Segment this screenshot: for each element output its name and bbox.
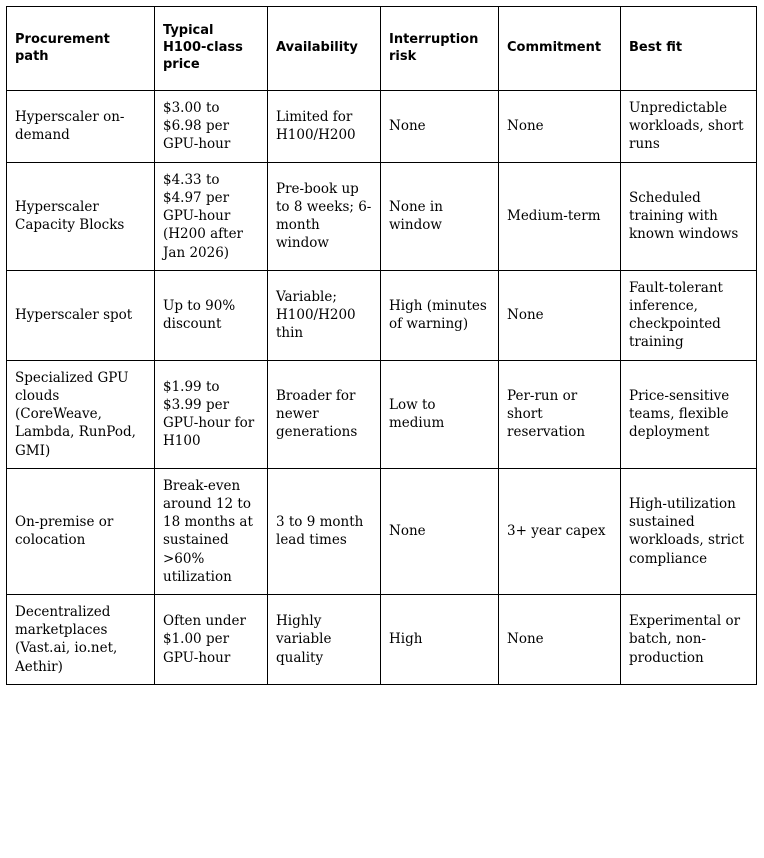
table-row xyxy=(7,595,757,685)
cell-procurement-path xyxy=(7,595,155,685)
cell-procurement-path xyxy=(7,270,155,360)
cell-text: 3+ year capex xyxy=(507,523,606,540)
cell-commitment xyxy=(499,360,621,468)
cell-availability xyxy=(268,162,381,270)
cell-interruption-risk xyxy=(381,595,499,685)
cell-text: Experimental or batch, non-production xyxy=(629,613,741,666)
cell-text: Hyperscaler on-demand xyxy=(15,109,125,144)
table-row xyxy=(7,468,757,594)
cell-text: None in window xyxy=(389,198,443,234)
header-text: Typical H100-class price xyxy=(163,23,243,72)
table-header-row xyxy=(7,7,757,91)
cell-commitment xyxy=(499,162,621,270)
cell-text: Variable; H100/H200 thin xyxy=(276,288,356,342)
cell-typical-price xyxy=(155,270,268,360)
cell-text: Break-even around 12 to 18 months at sustained >60% utilization xyxy=(163,477,253,585)
cell-interruption-risk xyxy=(381,91,499,163)
column-header-interruption-risk xyxy=(381,7,499,91)
cell-text: Price-sensitive teams, flexible deployment xyxy=(629,387,730,441)
cell-availability xyxy=(268,270,381,360)
cell-availability xyxy=(268,468,381,594)
cell-text: None xyxy=(507,307,544,324)
cell-text: Decentralized marketplaces (Vast.ai, io.net, Aethir) xyxy=(15,604,118,675)
cell-text: Scheduled training with known windows xyxy=(629,189,739,243)
cell-commitment xyxy=(499,91,621,163)
column-header-procurement-path xyxy=(7,7,155,91)
cell-text: $4.33 to $4.97 per GPU-hour (H200 after Jan 2026) xyxy=(163,171,244,261)
cell-commitment xyxy=(499,270,621,360)
cell-text: Limited for H100/H200 xyxy=(276,109,356,144)
cell-procurement-path xyxy=(7,360,155,468)
table-row xyxy=(7,360,757,468)
column-header-typical-price xyxy=(155,7,268,91)
cell-text: None xyxy=(389,523,426,540)
cell-best-fit xyxy=(621,360,757,468)
table-body xyxy=(7,91,757,685)
cell-text: Medium-term xyxy=(507,208,601,225)
cell-interruption-risk xyxy=(381,468,499,594)
cell-text: Up to 90% discount xyxy=(163,297,236,333)
column-header-commitment xyxy=(499,7,621,91)
cell-typical-price xyxy=(155,468,268,594)
cell-text: None xyxy=(507,631,544,648)
column-header-best-fit xyxy=(621,7,757,91)
cell-text: Often under $1.00 per GPU-hour xyxy=(163,613,246,666)
cell-procurement-path xyxy=(7,91,155,163)
table-row xyxy=(7,91,757,163)
cell-best-fit xyxy=(621,270,757,360)
cell-text: High xyxy=(389,631,423,648)
cell-interruption-risk xyxy=(381,270,499,360)
cell-best-fit xyxy=(621,91,757,163)
cell-availability xyxy=(268,360,381,468)
cell-availability xyxy=(268,595,381,685)
cell-best-fit xyxy=(621,468,757,594)
cell-typical-price xyxy=(155,595,268,685)
cell-typical-price xyxy=(155,91,268,163)
cell-text: Specialized GPU clouds (CoreWeave, Lambda, RunPod, GMI) xyxy=(15,369,136,459)
cell-best-fit xyxy=(621,595,757,685)
header-text: Interruption risk xyxy=(389,31,479,64)
table-header xyxy=(7,7,757,91)
cell-text: Unpredictable workloads, short runs xyxy=(629,100,744,153)
cell-text: None xyxy=(389,118,426,135)
cell-text: None xyxy=(507,118,544,135)
cell-interruption-risk xyxy=(381,162,499,270)
cell-text: Hyperscaler Capacity Blocks xyxy=(15,198,125,234)
table-row xyxy=(7,270,757,360)
cell-procurement-path xyxy=(7,162,155,270)
header-text: Commitment xyxy=(507,40,602,56)
cell-text: Hyperscaler spot xyxy=(15,307,133,324)
cell-text: Pre-book up to 8 weeks; 6-month window xyxy=(276,180,372,252)
cell-best-fit xyxy=(621,162,757,270)
cell-commitment xyxy=(499,595,621,685)
cell-commitment xyxy=(499,468,621,594)
cell-text: On-premise or colocation xyxy=(15,514,114,549)
cell-text: Broader for newer generations xyxy=(276,387,358,441)
cell-text: High (minutes of warning) xyxy=(389,297,487,333)
column-header-availability xyxy=(268,7,381,91)
header-text: Availability xyxy=(276,40,358,56)
cell-text: 3 to 9 month lead times xyxy=(276,514,364,549)
procurement-comparison-table xyxy=(6,6,757,685)
cell-text: Low to medium xyxy=(389,396,445,432)
cell-text: Highly variable quality xyxy=(276,613,332,666)
cell-typical-price xyxy=(155,162,268,270)
header-text: Procurement path xyxy=(15,31,110,64)
cell-availability xyxy=(268,91,381,163)
cell-interruption-risk xyxy=(381,360,499,468)
header-text: Best fit xyxy=(629,40,683,56)
cell-text: High-utilization sustained workloads, strict compliance xyxy=(629,495,745,567)
cell-text: $3.00 to $6.98 per GPU-hour xyxy=(163,100,231,153)
cell-text: Per-run or short reservation xyxy=(507,387,586,441)
cell-text: $1.99 to $3.99 per GPU-hour for H100 xyxy=(163,378,255,450)
cell-procurement-path xyxy=(7,468,155,594)
cell-typical-price xyxy=(155,360,268,468)
cell-text: Fault-tolerant inference, checkpointed training xyxy=(629,279,723,351)
table-row xyxy=(7,162,757,270)
